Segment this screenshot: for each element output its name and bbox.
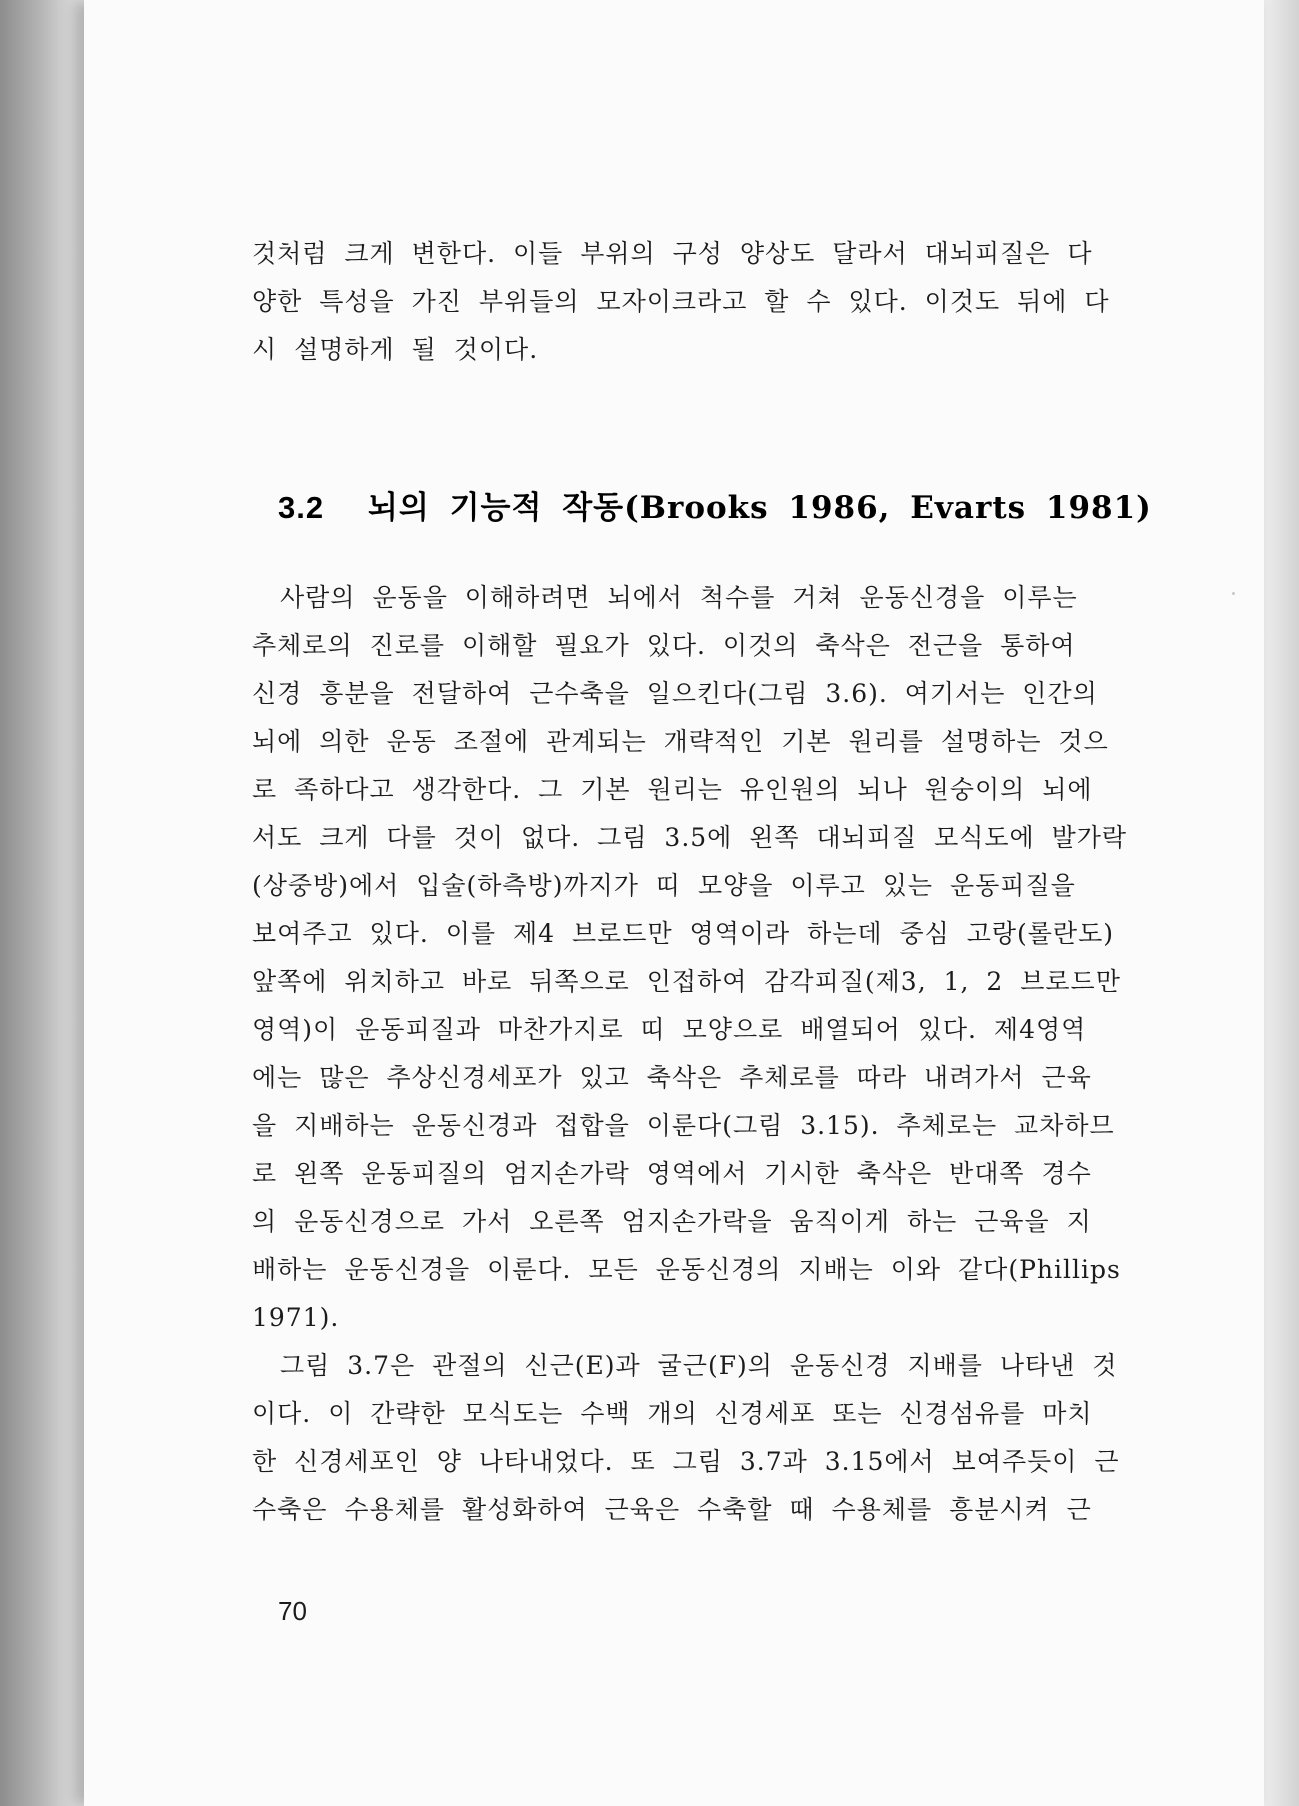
text-line: 로 족하다고 생각한다. 그 기본 원리는 유인원의 뇌나 원숭이의 뇌에 (252, 775, 1093, 804)
text-line: 수축은 수용체를 활성화하여 근육은 수축할 때 수용체를 흥분시켜 근 (252, 1495, 1092, 1524)
text-line: 것처럼 크게 변한다. 이들 부위의 구성 양상도 달라서 대뇌피질은 다 (252, 239, 1093, 268)
text-line: 양한 특성을 가진 부위들의 모자이크라고 할 수 있다. 이것도 뒤에 다 (252, 287, 1110, 316)
text-line: 시 설명하게 될 것이다. (252, 335, 539, 364)
section-title: 뇌의 기능적 작동(Brooks 1986, Evarts 1981) (367, 490, 1152, 526)
paragraph-1 (252, 574, 1147, 1342)
page-number: 70 (278, 1596, 307, 1626)
text-line: 로 왼쪽 운동피질의 엄지손가락 영역에서 기시한 축삭은 반대쪽 경수 (252, 1159, 1092, 1188)
text-line: 영역)이 운동피질과 마찬가지로 띠 모양으로 배열되어 있다. 제4영역 (252, 1015, 1087, 1044)
text-line: 보여주고 있다. 이를 제4 브로드만 영역이라 하는데 중심 고랑(롤란도) (252, 919, 1114, 948)
text-line: 한 신경세포인 양 나타내었다. 또 그림 3.7과 3.15에서 보여주듯이 근 (252, 1447, 1120, 1476)
text-line: 사람의 운동을 이해하려면 뇌에서 척수를 거쳐 운동신경을 이루는 (280, 583, 1078, 612)
paragraph-2 (252, 1342, 1147, 1534)
text-line: 뇌에 의한 운동 조절에 관계되는 개략적인 기본 원리를 설명하는 것으 (252, 727, 1109, 756)
intro-text-block (252, 230, 1147, 374)
text-line: 그림 3.7은 관절의 신근(E)과 굴근(F)의 운동신경 지배를 나타낸 것 (280, 1351, 1118, 1380)
page-edge-shadow-left (0, 0, 96, 1806)
section-number: 3.2 (278, 490, 325, 525)
text-line: 추체로의 진로를 이해할 필요가 있다. 이것의 축삭은 전근을 통하여 (252, 631, 1076, 660)
section-heading (278, 488, 1152, 528)
intro-paragraph (252, 230, 1147, 374)
text-line: 에는 많은 추상신경세포가 있고 축삭은 추체로를 따라 내려가서 근육 (252, 1063, 1092, 1092)
text-line: 신경 흥분을 전달하여 근수축을 일으킨다(그림 3.6). 여기서는 인간의 (252, 679, 1098, 708)
speck-mark (1232, 592, 1235, 595)
text-line: (상중방)에서 입술(하측방)까지가 띠 모양을 이루고 있는 운동피질을 (252, 871, 1076, 900)
main-body-text (252, 574, 1147, 1534)
text-line: 앞쪽에 위치하고 바로 뒤쪽으로 인접하여 감각피질(제3, 1, 2 브로드만 (252, 967, 1121, 996)
text-line: 의 운동신경으로 가서 오른쪽 엄지손가락을 움직이게 하는 근육을 지 (252, 1207, 1092, 1236)
text-line: 서도 크게 다를 것이 없다. 그림 3.5에 왼쪽 대뇌피질 모식도에 발가락 (252, 823, 1128, 852)
text-line: 1971). (252, 1303, 340, 1332)
text-line: 을 지배하는 운동신경과 접합을 이룬다(그림 3.15). 추체로는 교차하므 (252, 1111, 1115, 1140)
text-line: 배하는 운동신경을 이룬다. 모든 운동신경의 지배는 이와 같다(Phillips (252, 1255, 1121, 1284)
text-line: 이다. 이 간략한 모식도는 수백 개의 신경세포 또는 신경섬유를 마치 (252, 1399, 1093, 1428)
